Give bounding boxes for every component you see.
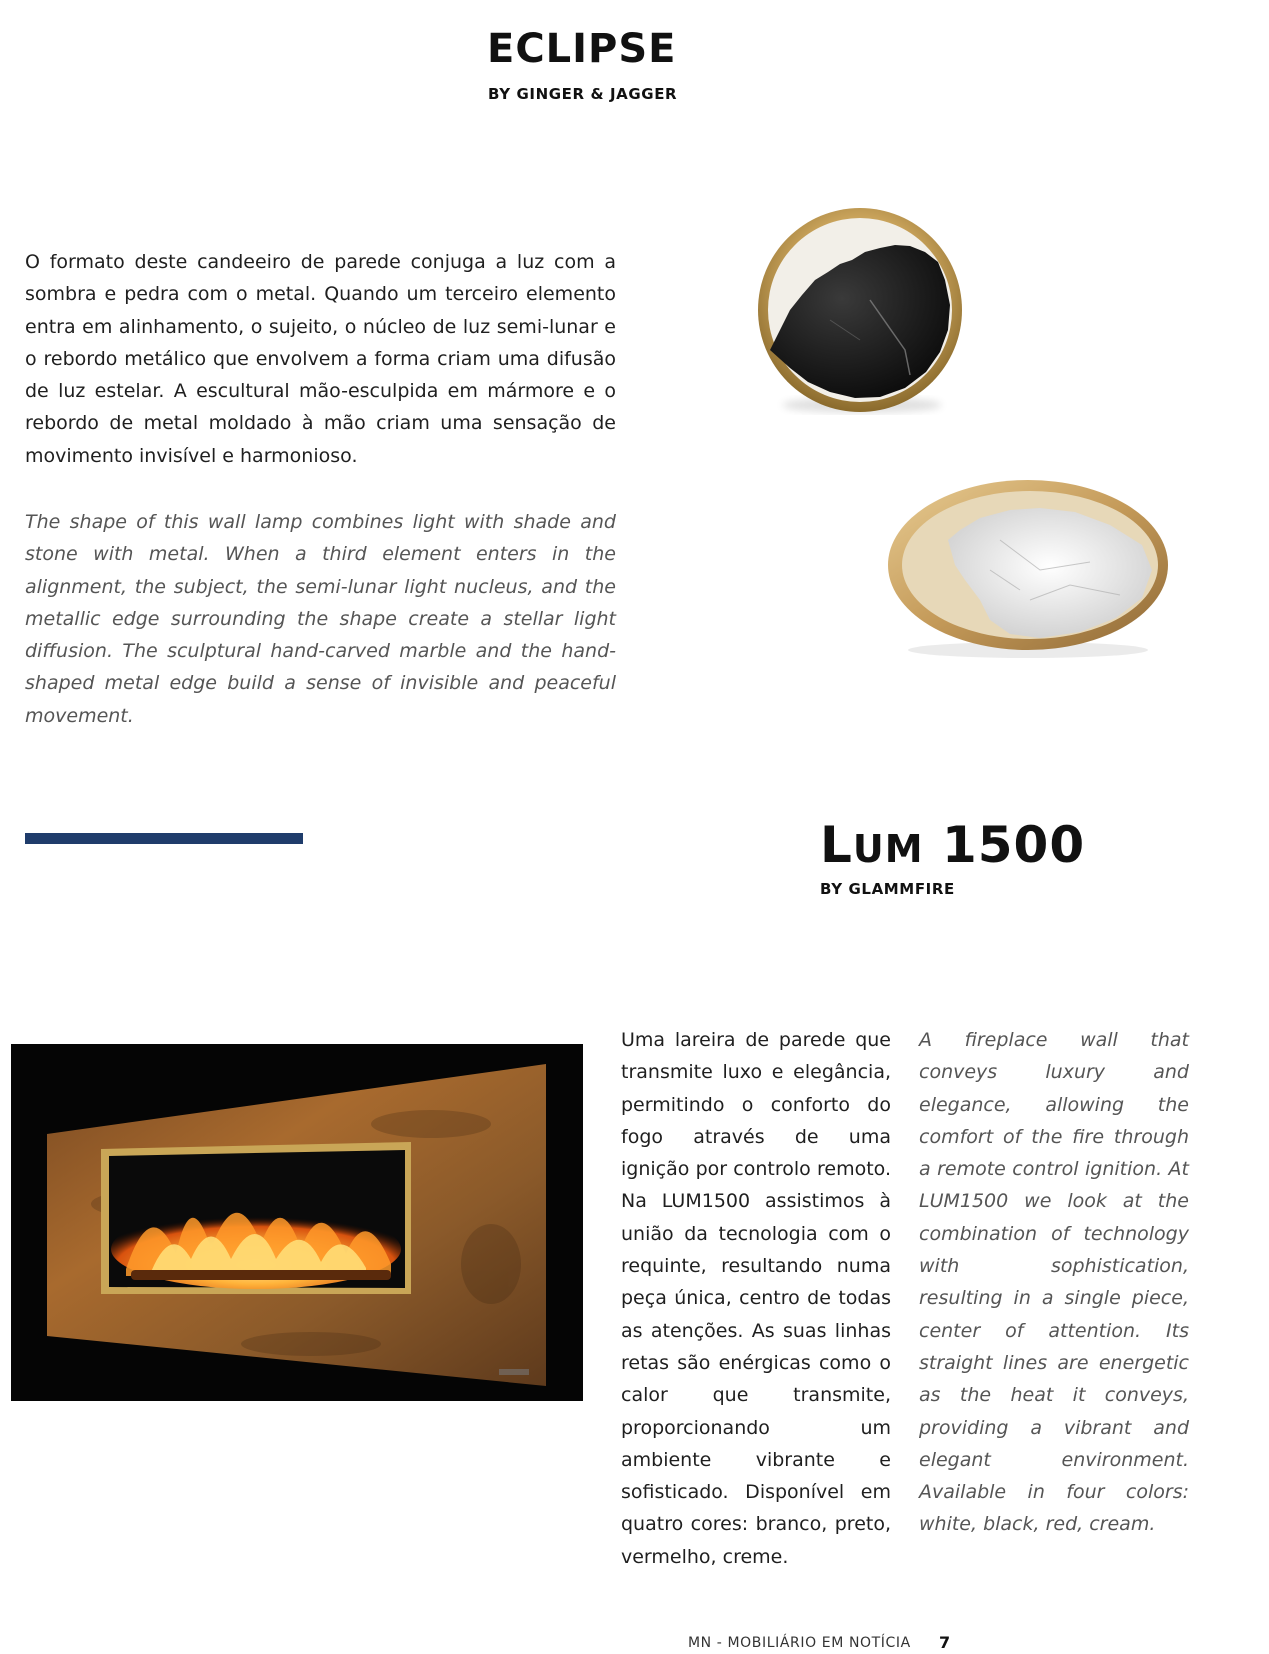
section-divider-bar xyxy=(25,833,303,844)
eclipse-lamp-white-image xyxy=(880,470,1180,660)
eclipse-description-pt: O formato deste candeeiro de parede conjuga a luz com a sombra e pedra com o metal. Quando um terceiro elemento entra em alinhamento, o sujeito, o núcleo de luz semi-lunar e o rebordo metálico que envolvem a forma criam uma difusão de luz estelar. A escultural mão-esculpida em mármore e o rebordo de metal moldado à mão criam uma sensação de movimento invisível e harmonioso. xyxy=(25,251,616,467)
lum-description-pt: Uma lareira de parede que transmite luxo e elegância, permitindo o conforto do fogo através de uma ignição por controlo remoto. Na LUM1500 assistimos à união da tecnologia com o requinte, resultando numa peça única, centro de todas as atenções. As suas linhas retas são enérgicas como o calor que transmite, proporcionando um ambiente vibrante e sofisticado. Disponível em quatro cores: branco, preto, vermelho, creme. xyxy=(621,1029,891,1568)
lum-byline: BY GLAMMFIRE xyxy=(820,880,955,898)
eclipse-title: ECLIPSE xyxy=(487,26,677,72)
eclipse-byline: BY GINGER & JAGGER xyxy=(488,85,678,103)
lum-title-number: 1500 xyxy=(923,816,1086,874)
lum-description-en: A fireplace wall that conveys luxury and elegance, allowing the comfort of the fire through a remote control ignition. At LUM1500 we look at the combination of technology with sophistication, resulting in a single piece, center of attention. Its straight lines are energetic as the heat it conveys, providing a vibrant and elegant environment. Available in four colors: white, black, red, cream. xyxy=(919,1029,1189,1536)
page-number: 7 xyxy=(939,1633,951,1652)
lum-title-initial: L xyxy=(820,816,853,874)
lum-title xyxy=(820,816,1085,874)
fireplace-image xyxy=(11,1044,583,1401)
eclipse-description-en: The shape of this wall lamp combines light with shade and stone with metal. When a third element enters in the alignment, the subject, the semi-lunar light nucleus, and the metallic edge surrounding the shape create a stellar light diffusion. The sculptural hand-carved marble and the hand-shaped metal edge build a sense of invisible and peaceful movement. xyxy=(25,511,616,727)
eclipse-lamp-black-image xyxy=(740,200,980,420)
lum-title-smallcaps: UM xyxy=(852,827,924,871)
footer-publication: MN - MOBILIÁRIO EM NOTÍCIA xyxy=(688,1635,911,1651)
